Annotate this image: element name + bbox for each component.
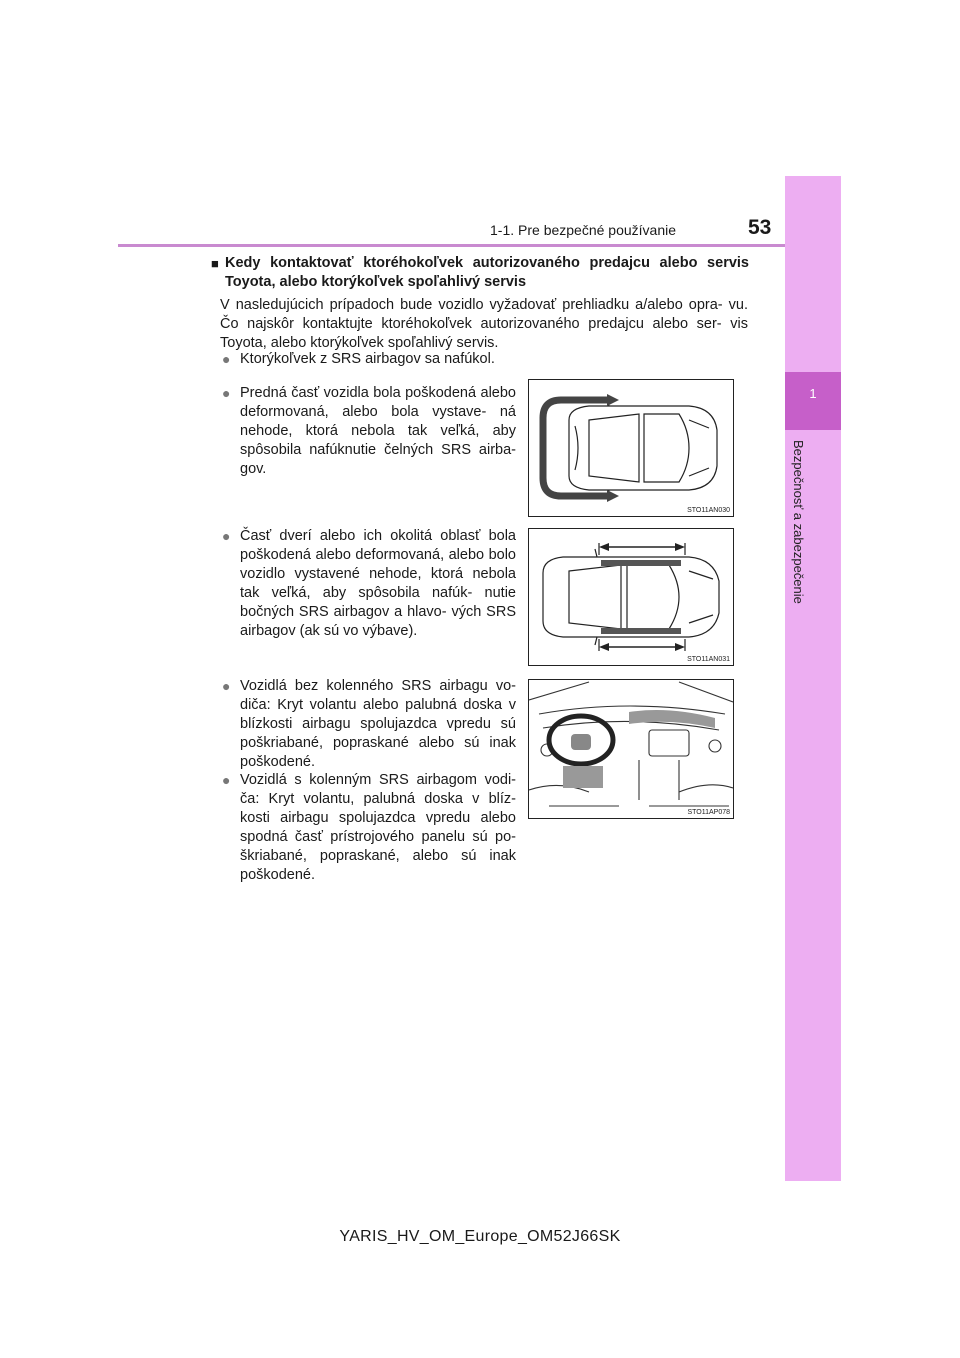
list-item xyxy=(222,527,516,641)
list-item xyxy=(222,771,516,885)
list-item-text: Ktorýkoľvek z SRS airbagov sa nafúkol. xyxy=(240,351,495,367)
figure-code: STO11AN030 xyxy=(687,507,730,514)
list-item-text: Časť dverí alebo ich okolitá oblasť bola poškodená alebo deformovaná, alebo bolo vozidlo vystavené nehode, ktorá nebola tak veľká, aby spôsobila nafúk- nutie bočných SRS airbagov a hlavo- vých SRS airbagov (ak sú vo výbave). xyxy=(240,528,516,639)
list-item-text: Vozidlá bez kolenného SRS airbagu vo- diča: Kryt volantu alebo palubná doska v blízkosti airbagu spolujazdca vpredu sú poškriabané, popraskané alebo sú inak poškodené. xyxy=(240,678,516,770)
heading-marker-icon: ■ xyxy=(211,256,219,271)
chapter-tab[interactable] xyxy=(785,372,841,430)
car-top-view-side-icon xyxy=(529,529,733,665)
section-heading xyxy=(211,254,749,292)
list-item xyxy=(222,677,516,772)
chapter-sidebar xyxy=(785,176,841,1181)
document-id: YARIS_HV_OM_Europe_OM52J66SK xyxy=(339,1228,621,1245)
list-item-text: Predná časť vozidla bola poškodená alebo deformovaná, alebo bola vystave- ná nehode, ktorá nebola tak veľká, aby spôsobila nafúknutie čelných SRS airba- gov. xyxy=(240,385,516,477)
intro-paragraph: V nasledujúcich prípadoch bude vozidlo vyžadovať prehliadku a/alebo opra- vu. Čo najskôr kontaktujte ktoréhokoľvek autorizovaného predajcu alebo ser- vis Toyota, alebo ktorýkoľvek spoľahlivý servis. xyxy=(220,297,748,351)
dashboard-interior-icon xyxy=(529,680,733,818)
chapter-title: Bezpečnosť a zabezpečenie xyxy=(791,440,806,604)
dashboard-figure xyxy=(528,679,734,819)
bullet-icon: ● xyxy=(222,528,231,544)
list-item-text: Vozidlá s kolenným SRS airbagom vodi- ča: Kryt volantu, palubná doska v blíz- kosti airbagu spolujazdca vpredu alebo spodná časť prístrojového panelu sú po- škriabané, popraskané, alebo sú inak poškodené. xyxy=(240,772,516,883)
bullet-icon: ● xyxy=(222,351,231,367)
car-top-view-front-icon xyxy=(529,380,733,516)
figure-code: STO11AN031 xyxy=(687,656,730,663)
section-title: 1-1. Pre bezpečné používanie xyxy=(490,222,677,238)
bullet-icon: ● xyxy=(222,678,231,694)
header-divider xyxy=(118,244,785,247)
bullet-icon: ● xyxy=(222,385,231,401)
side-damage-figure xyxy=(528,528,734,666)
list-item xyxy=(222,350,742,369)
bullet-icon: ● xyxy=(222,772,231,788)
front-damage-figure xyxy=(528,379,734,517)
figure-code: STO11AP078 xyxy=(687,809,730,816)
heading-text: Kedy kontaktovať ktoréhokoľvek autorizovaného predajcu alebo servis Toyota, alebo ktorýkoľvek spoľahlivý servis xyxy=(225,255,749,290)
chapter-number: 1 xyxy=(809,386,817,401)
list-item xyxy=(222,384,516,479)
page-number: 53 xyxy=(748,216,772,239)
